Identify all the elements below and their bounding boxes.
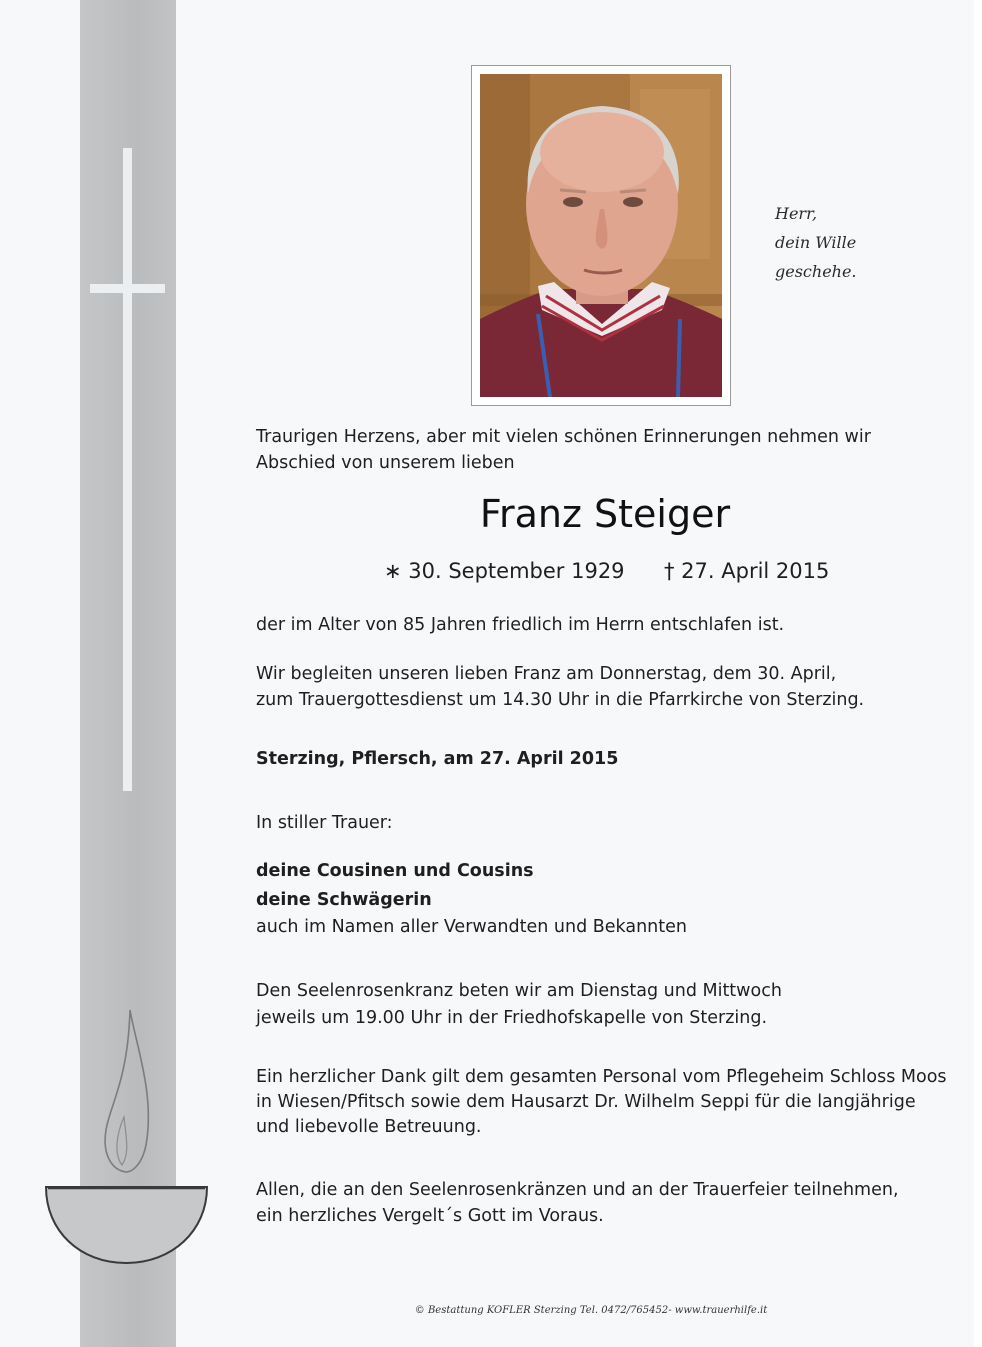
motto-line: geschehe. [775,262,857,281]
thanks-line: und liebevolle Betreuung. [256,1117,482,1137]
mourning-label: In stiller Trauer: [256,813,393,833]
motto-line: Herr, [775,204,818,223]
birth-date: ∗ 30. September 1929 [384,559,625,583]
cross-icon-horizontal [90,284,165,293]
closing-line: Allen, die an den Seelenrosenkränzen und an der Trauerfeier teilnehmen, [256,1180,899,1200]
intro-line: Traurigen Herzens, aber mit vielen schönen Erinnerungen nehmen wir [256,427,871,447]
place-date: Sterzing, Pflersch, am 27. April 2015 [256,749,619,769]
age-line: der im Alter von 85 Jahren friedlich im Herrn entschlafen ist. [256,615,785,635]
page-edge [974,0,982,1347]
portrait-photo [480,74,722,397]
cross-icon-vertical [123,148,132,791]
footer-credit: © Bestattung KOFLER Sterzing Tel. 0472/765452- www.trauerhilfe.it [414,1305,768,1316]
mourner-line: deine Schwägerin [256,890,432,910]
rosary-line: Den Seelenrosenkranz beten wir am Dienstag und Mittwoch [256,981,782,1001]
motto-line: dein Wille [775,233,857,252]
funeral-line: Wir begleiten unseren lieben Franz am Donnerstag, dem 30. April, [256,664,837,684]
portrait-frame [471,65,731,406]
rosary-line: jeweils um 19.00 Uhr in der Friedhofskapelle von Sterzing. [256,1008,768,1028]
motto-verse [775,199,857,286]
deceased-name: Franz Steiger [479,492,731,536]
eternal-light-icon [40,1005,215,1270]
funeral-line: zum Trauergottesdienst um 14.30 Uhr in die Pfarrkirche von Sterzing. [256,690,865,710]
closing-line: ein herzliches Vergelt´s Gott im Voraus. [256,1206,604,1226]
relatives-line: auch im Namen aller Verwandten und Bekannten [256,917,687,937]
thanks-line: in Wiesen/Pfitsch sowie dem Hausarzt Dr. Wilhelm Seppi für die langjährige [256,1092,916,1112]
death-date: † 27. April 2015 [664,559,830,583]
thanks-line: Ein herzlicher Dank gilt dem gesamten Personal vom Pflegeheim Schloss Moos [256,1067,947,1087]
intro-line: Abschied von unserem lieben [256,453,515,473]
mourner-line: deine Cousinen und Cousins [256,861,534,881]
